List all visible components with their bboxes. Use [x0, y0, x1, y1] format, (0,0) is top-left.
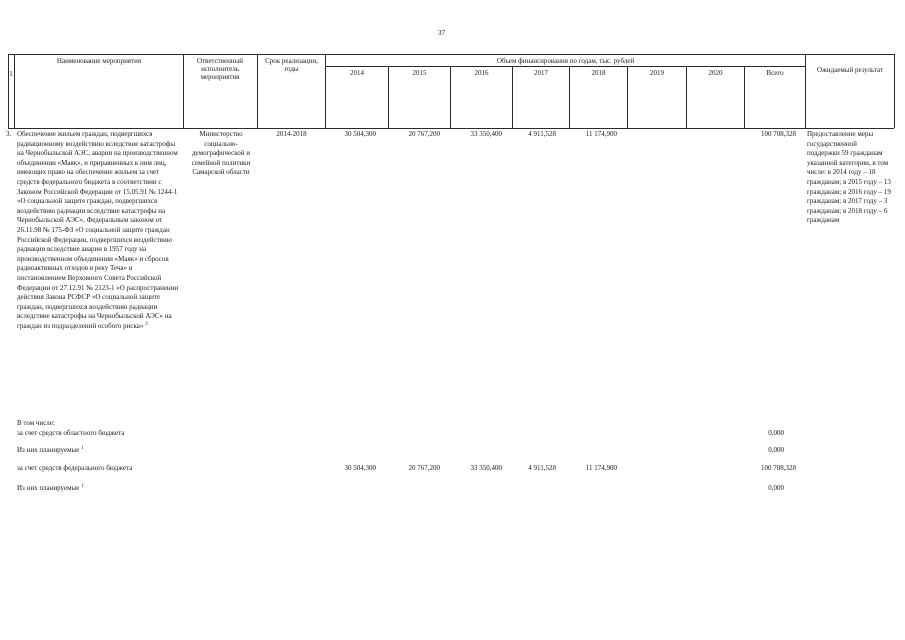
- planned-label-text: Из них планируемые: [17, 484, 80, 492]
- regional-budget-total: 0,000: [768, 429, 784, 437]
- federal-budget-value: 33 350,400: [470, 464, 502, 472]
- header-year: 2019: [650, 69, 664, 77]
- main-row-value: 33 350,400: [470, 130, 502, 138]
- header-col-divider: [14, 54, 15, 128]
- header-year: 2018: [591, 69, 606, 77]
- main-row-period: 2014-2018: [276, 130, 307, 138]
- header-col-divider: [183, 54, 184, 128]
- header-years-divider: [325, 66, 805, 67]
- header-left-border: [8, 54, 9, 128]
- header-year: 2014: [350, 69, 364, 77]
- main-row-name: [17, 130, 179, 331]
- footnote-mark: 3: [145, 321, 148, 327]
- header-row-mark: 1: [9, 70, 13, 78]
- header-name: Наименование мероприятия: [56, 57, 142, 65]
- planned-total: 0,000: [768, 484, 784, 492]
- header-executor: Ответственный исполнитель мероприятия: [196, 57, 244, 81]
- including-label: В том числе:: [17, 419, 55, 427]
- federal-budget-value: 11 174,900: [585, 464, 617, 472]
- main-row-total: 100 708,328: [761, 130, 796, 138]
- federal-budget-value: 20 767,200: [408, 464, 440, 472]
- federal-budget-value: 30 504,300: [344, 464, 376, 472]
- header-year: 2020: [708, 69, 723, 77]
- header-financing: Объем финансирования по годам, тыс. рублей: [496, 57, 635, 65]
- regional-budget-label: за счет средств областного бюджета: [17, 429, 125, 437]
- planned-label: [17, 446, 317, 456]
- main-row-value: 4 911,528: [528, 130, 556, 138]
- header-period: Срок реализации, годы: [265, 57, 318, 73]
- main-row-mark: 3.: [6, 130, 12, 138]
- federal-budget-total: 100 708,328: [761, 464, 796, 472]
- header-col-divider: [325, 54, 326, 128]
- header-year: 2016: [474, 69, 489, 77]
- header-result: Ожидаемый результат: [816, 66, 884, 74]
- planned-label-text: Из них планируемые: [17, 446, 80, 454]
- federal-budget-value: 4 911,528: [528, 464, 556, 472]
- federal-budget-label: за счет средств федерального бюджета: [17, 464, 133, 472]
- planned-total: 0,000: [768, 446, 784, 454]
- main-row-name-text: Обеспечение жильем граждан, подвергшихся радиационному воздействию вследствие катастрофы на Чернобыльской АЭС, аварии на производственном объединении «Маяк», и приравненных к ним лиц, имеющих право на обеспечение жильем за счет средств федерального бюджета в соответствии с Законом Российской Федерации от 15.05.91 № 1244-1 «О социальной защите граждан, подвергшихся воздействию радиации вследствие катастрофы на Чернобыльской АЭС», Федеральным законом от 26.11.98 № 175-ФЗ «О социальной защите граждан Российской Федерации, подвергшихся воздействию радиации вследствие аварии в 1957 году на производственном объединении «Маяк» и сбросов радиоактивных отходов в реку Теча» и постановлением Верховного Совета Российской Федерации от 27.12.91 № 2123-1 «О распространении действия Закона РСФСР «О социальной защите граждан, подвергшихся воздействию радиации вследствие катастрофы на Чернобыльской АЭС» на граждан из подразделений особого риска»: [17, 130, 179, 330]
- main-row-executor: Министерство социально-демографической и семейной политики Самарской области: [191, 130, 251, 177]
- header-bottom-border: [8, 128, 894, 129]
- header-right-border: [894, 54, 895, 128]
- header-year-total: Всего: [766, 69, 784, 77]
- main-row-result: Предоставление меры государственной поддержки 59 гражданам указанной категории, в том числе: в 2014 году – 18 гражданам; в 2015 году – 13 гражданам; в 2016 году – 19 гражданам; в 2017 году – 3 гражданам; в 2018 году – 6 гражданам: [807, 130, 891, 225]
- footnote-mark: 1: [81, 484, 84, 489]
- page-number: 37: [438, 29, 445, 37]
- footnote-mark: 1: [81, 446, 84, 451]
- main-row-value: 30 504,300: [344, 130, 376, 138]
- header-year: 2017: [534, 69, 548, 77]
- main-row-value: 20 767,200: [408, 130, 440, 138]
- header-top-border: [8, 54, 894, 55]
- main-row-value: 11 174,900: [585, 130, 617, 138]
- planned-label: [17, 484, 317, 494]
- header-year: 2015: [412, 69, 427, 77]
